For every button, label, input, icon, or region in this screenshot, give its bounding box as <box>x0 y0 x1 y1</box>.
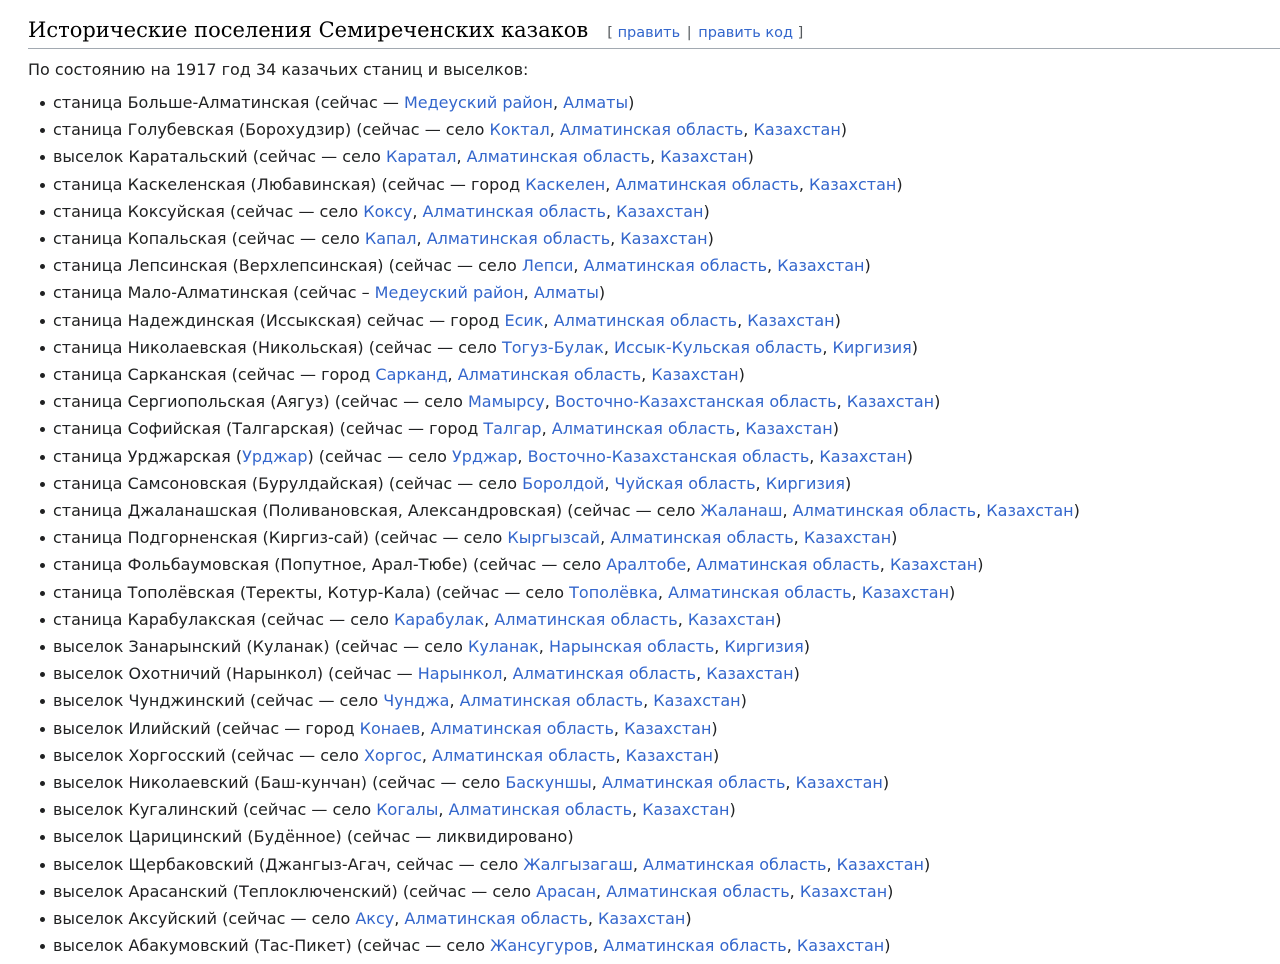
bullet-icon <box>40 835 45 840</box>
list-item <box>28 715 1080 742</box>
item-text: , <box>822 337 833 357</box>
edit-bracket-close: ] <box>797 25 804 41</box>
item-text: станица Голубевская (Борохудзир) (сейчас — село <box>53 120 490 140</box>
item-text: станица Коксуйская (сейчас — село <box>53 201 364 221</box>
list-item <box>28 443 1080 470</box>
bullet-icon <box>40 672 45 677</box>
list-item <box>28 279 1080 306</box>
item-text: , <box>543 310 554 330</box>
wiki-link[interactable]: Медеуский район <box>374 283 524 303</box>
wiki-link[interactable]: Казахстан <box>598 909 686 929</box>
list-item <box>28 579 1080 606</box>
list-item <box>28 307 1080 334</box>
item-text: , <box>523 283 534 303</box>
wiki-link[interactable]: Киргизия <box>724 637 804 657</box>
item-text: , <box>502 664 513 684</box>
wiki-link[interactable]: Аксу <box>355 909 395 929</box>
item-text: ) <box>803 637 810 657</box>
bullet-icon <box>40 455 45 460</box>
wiki-link[interactable]: Алматинская область <box>606 881 790 901</box>
item-text: станица Каскеленская (Любавинская) (сейчас — город <box>53 174 526 194</box>
wiki-link[interactable]: Алматинская область <box>615 174 799 194</box>
wiki-link[interactable]: Алматинская область <box>551 419 736 439</box>
item-text: станица Урджарская ( <box>53 446 243 466</box>
item-text: , <box>743 120 754 140</box>
item-text: , <box>696 664 707 684</box>
item-text: выселок Царицинский (Будённое) (сейчас — ликвидировано) <box>53 827 574 847</box>
item-text: ) <box>1073 501 1080 521</box>
list-item <box>28 687 1080 714</box>
wiki-link[interactable]: Нарынская область <box>548 637 715 657</box>
item-text: выселок Каратальский (сейчас — село <box>53 147 386 167</box>
item-text: ) <box>729 800 736 820</box>
item-text: ) <box>793 664 800 684</box>
item-text: , <box>605 201 617 221</box>
item-text: , <box>789 881 800 901</box>
wiki-link[interactable]: Алматы <box>533 283 599 303</box>
item-text: ) <box>977 555 984 575</box>
wiki-link[interactable]: Казахстан <box>819 446 907 466</box>
list-item <box>28 171 1080 198</box>
item-text: , <box>438 800 449 820</box>
item-text: ) <box>896 174 903 194</box>
item-text: , <box>677 609 688 629</box>
item-text: , <box>593 936 604 956</box>
item-text: , <box>714 637 725 657</box>
item-text: ) <box>711 718 718 738</box>
edit-bracket-open: [ <box>607 25 613 41</box>
item-text: выселок Аксуйский (сейчас — село <box>53 909 356 929</box>
wiki-link[interactable]: Алматинская область <box>426 229 611 249</box>
intro-paragraph: По состоянию на 1917 год 34 казачьих станиц и выселков: <box>28 60 529 79</box>
list-item <box>28 851 1080 878</box>
item-text: , <box>686 555 697 575</box>
wiki-link[interactable]: Киргизия <box>765 473 845 493</box>
bullet-icon <box>40 645 45 650</box>
item-text: станица Софийская (Талгарская) (сейчас — город <box>53 419 484 439</box>
item-text: ) <box>712 745 720 765</box>
bullet-icon <box>40 101 45 106</box>
item-text: ) <box>923 854 931 874</box>
wiki-link[interactable]: Баскуншы <box>505 773 592 793</box>
bullet-icon <box>40 808 45 813</box>
list-item <box>28 89 1080 116</box>
wiki-link[interactable]: Алматинская область <box>466 147 651 167</box>
bullet-icon <box>40 264 45 269</box>
wiki-link[interactable]: Боролдой <box>522 473 605 493</box>
list-item <box>28 742 1080 769</box>
item-text: , <box>786 936 797 956</box>
item-text: , <box>544 392 555 412</box>
wiki-link[interactable]: Лепси <box>521 256 574 276</box>
wiki-link[interactable]: Алматинская область <box>603 936 787 956</box>
list-item <box>28 252 1080 279</box>
item-text: станица Карабулакская (сейчас — село <box>53 609 394 629</box>
list-item <box>28 334 1080 361</box>
bullet-icon <box>40 591 45 596</box>
bullet-icon <box>40 400 45 405</box>
list-item <box>28 198 1080 225</box>
list-item <box>28 769 1080 796</box>
item-text: выселок Чунджинский (сейчас — село <box>53 691 384 711</box>
list-item <box>28 143 1080 170</box>
item-text: , <box>735 419 746 439</box>
wiki-link[interactable]: Восточно-Казахстанская область <box>554 392 837 412</box>
bullet-icon <box>40 727 45 732</box>
wiki-link[interactable]: Хоргос <box>363 745 422 765</box>
list-item <box>28 497 1080 524</box>
bullet-icon <box>40 618 45 623</box>
list-item <box>28 524 1080 551</box>
item-text: , <box>632 854 644 874</box>
list-item <box>28 225 1080 252</box>
bullet-icon <box>40 237 45 242</box>
bullet-icon <box>40 427 45 432</box>
item-text: ) <box>703 201 710 221</box>
wiki-link[interactable]: Казахстан <box>846 392 935 412</box>
item-text: , <box>782 501 793 521</box>
wiki-link[interactable]: Алматинская область <box>432 745 616 765</box>
item-text: , <box>587 909 598 929</box>
wiki-link[interactable]: Алматинская область <box>792 501 977 521</box>
list-item <box>28 796 1080 823</box>
wiki-link[interactable]: Арасан <box>536 881 597 901</box>
item-text: , <box>552 93 564 112</box>
wiki-link[interactable]: Аралтобе <box>606 555 687 575</box>
bullet-icon <box>40 917 45 922</box>
wiki-link[interactable]: Казахстан <box>642 800 730 820</box>
wiki-link[interactable]: Алматинская область <box>668 582 852 602</box>
wiki-link[interactable]: Алматинская область <box>610 528 794 548</box>
item-text: , <box>541 419 552 439</box>
section-title: Исторические поселения Семиреченских казаков <box>28 18 589 42</box>
wiki-link[interactable]: Казахстан <box>624 718 712 738</box>
settlement-list <box>28 89 1080 960</box>
wiki-link[interactable]: Кыргызсай <box>507 528 601 548</box>
item-text: выселок Щербаковский (Джангыз-Агач, сейчас — село <box>53 854 524 874</box>
wiki-link[interactable]: Алматинская область <box>404 909 588 929</box>
item-text: ) <box>775 609 782 629</box>
wiki-link[interactable]: Есик <box>504 310 544 330</box>
item-text: выселок Хоргосский (сейчас — село <box>53 745 364 765</box>
list-item <box>28 905 1080 932</box>
wiki-link[interactable]: Тополёвка <box>569 582 658 602</box>
item-text: выселок Абакумовский (Тас-Пикет) (сейчас — село <box>53 936 491 956</box>
section-heading <box>28 14 1280 49</box>
item-text: , <box>851 582 862 602</box>
bullet-icon <box>40 890 45 895</box>
item-text: , <box>836 392 847 412</box>
wiki-link[interactable]: Капал <box>364 229 417 249</box>
item-text: станица Копальская (сейчас — село <box>53 229 365 249</box>
wiki-link[interactable]: Нарынкол <box>417 664 503 684</box>
list-item <box>28 388 1080 415</box>
wiki-link[interactable]: Алматинская область <box>583 256 768 276</box>
item-text: станица Надеждинская (Иссыкская) сейчас — город <box>53 310 505 330</box>
bullet-icon <box>40 944 45 949</box>
item-text: ) <box>882 773 890 793</box>
edit-link[interactable]: править <box>617 25 681 41</box>
bullet-icon <box>40 183 45 188</box>
wiki-link[interactable]: Казахстан <box>986 501 1074 521</box>
wiki-link[interactable]: Урджар <box>242 446 308 466</box>
item-text: ) <box>911 337 919 357</box>
item-text: , <box>632 800 643 820</box>
wiki-link[interactable]: Урджар <box>452 446 518 466</box>
wiki-link[interactable]: Куланак <box>468 637 539 657</box>
wiki-link[interactable]: Казахстан <box>889 555 978 575</box>
list-item <box>28 470 1080 497</box>
item-text: станица Сарканская (сейчас — город <box>53 365 376 385</box>
list-item <box>28 551 1080 578</box>
item-text: , <box>755 473 766 493</box>
item-text: , <box>416 229 427 249</box>
wiki-link[interactable]: Казахстан <box>616 201 704 221</box>
item-text: выселок Охотничий (Нарынкол) (сейчас — <box>53 664 418 684</box>
bullet-icon <box>40 509 45 514</box>
item-text: ) <box>949 582 956 602</box>
list-item <box>28 823 1080 850</box>
item-text: , <box>793 528 804 548</box>
wiki-link[interactable]: Жансугуров <box>490 936 594 956</box>
wiki-link[interactable]: Алматинская область <box>430 718 614 738</box>
item-text: , <box>394 909 405 929</box>
item-text: ) <box>747 147 754 167</box>
item-text: , <box>610 229 621 249</box>
item-text: , <box>421 745 433 765</box>
wiki-link[interactable]: Казахстан <box>747 310 835 330</box>
item-text: станица Лепсинская (Верхлепсинская) (сейчас — село <box>53 256 522 276</box>
wiki-link[interactable]: Каскелен <box>525 174 606 194</box>
item-text: , <box>615 745 626 765</box>
bullet-icon <box>40 291 45 296</box>
wiki-link[interactable]: Казахстан <box>653 691 741 711</box>
item-text: ) <box>598 283 606 303</box>
item-text: , <box>517 446 528 466</box>
item-text: ) <box>832 419 839 439</box>
bullet-icon <box>40 754 45 759</box>
bullet-icon <box>40 863 45 868</box>
wiki-link[interactable]: Мамырсу <box>467 392 545 412</box>
wiki-link[interactable]: Талгар <box>483 419 542 439</box>
item-text: станица Самсоновская (Бурулдайская) (сейчас — село <box>53 473 523 493</box>
wiki-link[interactable]: Казахстан <box>795 773 883 793</box>
item-text: станица Тополёвская (Теректы, Котур-Кала) (сейчас — село <box>53 582 570 602</box>
item-text: выселок Кугалинский (сейчас — село <box>53 800 377 820</box>
wiki-link[interactable]: Казахстан <box>620 229 708 249</box>
wiki-link[interactable]: Алматинская область <box>559 120 744 140</box>
item-text: ) <box>685 909 692 929</box>
wiki-link[interactable]: Казахстан <box>745 419 833 439</box>
item-text: , <box>767 256 778 276</box>
wiki-link[interactable]: Казахстан <box>625 745 713 765</box>
wiki-link[interactable]: Конаев <box>359 718 421 738</box>
wiki-link[interactable]: Тогуз-Булак <box>501 337 604 357</box>
edit-section-links <box>607 25 803 41</box>
bullet-icon <box>40 482 45 487</box>
edit-code-link[interactable]: править код <box>698 25 794 41</box>
wiki-link[interactable]: Когалы <box>376 800 439 820</box>
wiki-link[interactable]: Казахстан <box>796 936 885 956</box>
bullet-icon <box>40 128 45 133</box>
wiki-link[interactable]: Алматинская область <box>601 773 786 793</box>
wiki-link[interactable]: Казахстан <box>687 609 776 629</box>
wiki-link[interactable]: Сарканд <box>375 365 448 385</box>
wiki-link[interactable]: Казахстан <box>861 582 950 602</box>
list-item <box>28 660 1080 687</box>
item-text: , <box>643 691 654 711</box>
wiki-link[interactable]: Казахстан <box>651 365 739 385</box>
item-text: , <box>737 310 748 330</box>
wiki-link[interactable]: Алматы <box>563 93 629 112</box>
item-text: , <box>484 609 495 629</box>
wiki-link[interactable]: Алматинская область <box>512 664 697 684</box>
bullet-icon <box>40 155 45 160</box>
item-text: , <box>449 691 460 711</box>
wiki-link[interactable]: Казахстан <box>803 528 892 548</box>
item-text: , <box>641 365 652 385</box>
list-item <box>28 361 1080 388</box>
list-item <box>28 415 1080 442</box>
item-text: ) <box>887 881 894 901</box>
item-text: , <box>596 881 607 901</box>
bullet-icon <box>40 699 45 704</box>
item-text: станица Фольбаумовская (Попутное, Арал-Тюбе) (сейчас — село <box>53 555 607 575</box>
item-text: , <box>604 473 615 493</box>
item-text: ) <box>738 365 745 385</box>
item-text: станица Сергиопольская (Аягуз) (сейчас — село <box>53 392 468 412</box>
item-text: , <box>447 365 458 385</box>
item-text: ) <box>834 310 841 330</box>
wiki-link[interactable]: Алматинская область <box>494 609 678 629</box>
item-text: ) (сейчас — село <box>307 446 453 466</box>
wiki-link[interactable]: Жаланаш <box>700 501 783 521</box>
item-text: ) <box>840 120 848 140</box>
wiki-link[interactable]: Чунджа <box>383 691 450 711</box>
item-text: ) <box>884 936 891 956</box>
wiki-link[interactable]: Алматинская область <box>553 310 738 330</box>
bullet-icon <box>40 210 45 215</box>
wiki-link[interactable]: Иссык-Кульская область <box>614 337 823 357</box>
wiki-link[interactable]: Алматинская область <box>459 691 644 711</box>
item-text: станица Больше-Алматинская (сейчас — <box>53 93 404 112</box>
item-text: станица Мало-Алматинская (сейчас – <box>53 283 375 303</box>
item-text: , <box>420 718 431 738</box>
item-text: , <box>613 718 625 738</box>
item-text: выселок Николаевский (Баш-кунчан) (сейчас — село <box>53 773 506 793</box>
item-text: , <box>549 120 560 140</box>
wiki-link[interactable]: Казахстан <box>706 664 794 684</box>
item-text: , <box>826 854 837 874</box>
wiki-link[interactable]: Чуйская область <box>614 473 756 493</box>
item-text: ) <box>740 691 747 711</box>
list-item <box>28 606 1080 633</box>
item-text: выселок Илийский (сейчас — город <box>53 718 360 738</box>
wiki-link[interactable]: Карабулак <box>393 609 485 629</box>
item-text: , <box>456 147 467 167</box>
item-text: ) <box>707 229 714 249</box>
wiki-link[interactable]: Казахстан <box>836 854 924 874</box>
item-text: ) <box>891 528 898 548</box>
wiki-link[interactable]: Жалгызагаш <box>523 854 633 874</box>
item-text: , <box>603 337 615 357</box>
bullet-icon <box>40 373 45 378</box>
item-text: , <box>798 174 810 194</box>
wiki-link[interactable]: Алматинская область <box>448 800 633 820</box>
list-item <box>28 633 1080 660</box>
item-text: , <box>976 501 987 521</box>
item-text: ) <box>934 392 941 412</box>
item-text: , <box>657 582 669 602</box>
wiki-link[interactable]: Алматинская область <box>643 854 827 874</box>
bullet-icon <box>40 563 45 568</box>
wiki-link[interactable]: Коктал <box>489 120 550 140</box>
bullet-icon <box>40 781 45 786</box>
bullet-icon <box>40 319 45 324</box>
wiki-link[interactable]: Казахстан <box>777 256 865 276</box>
wiki-link[interactable]: Киргизия <box>832 337 912 357</box>
item-text: выселок Арасанский (Теплоключенский) (сейчас — село <box>53 881 537 901</box>
item-text: , <box>412 201 423 221</box>
wiki-link[interactable]: Алматинская область <box>696 555 880 575</box>
wiki-link[interactable]: Казахстан <box>799 881 888 901</box>
item-text: ) <box>628 93 635 112</box>
wiki-link[interactable]: Восточно-Казахстанская область <box>527 446 810 466</box>
item-text: станица Николаевская (Никольская) (сейчас — село <box>53 337 502 357</box>
wiki-link[interactable]: Алматинская область <box>422 201 606 221</box>
item-text: ) <box>906 446 913 466</box>
bullet-icon <box>40 536 45 541</box>
item-text: ) <box>844 473 852 493</box>
wiki-link[interactable]: Казахстан <box>809 174 897 194</box>
wiki-link[interactable]: Коксу <box>363 201 413 221</box>
item-text: , <box>600 528 611 548</box>
wiki-link[interactable]: Казахстан <box>660 147 748 167</box>
item-text: , <box>591 773 602 793</box>
item-text: станица Джаланашская (Поливановская, Александровская) (сейчас — село <box>53 501 701 521</box>
item-text: , <box>809 446 820 466</box>
item-text: , <box>785 773 796 793</box>
item-text: , <box>879 555 890 575</box>
item-text: , <box>650 147 661 167</box>
wiki-link[interactable]: Медеуский район <box>403 93 553 112</box>
list-item <box>28 878 1080 905</box>
bullet-icon <box>40 346 45 351</box>
item-text: , <box>605 174 616 194</box>
wiki-link[interactable]: Казахстан <box>753 120 841 140</box>
item-text: станица Подгорненская (Киргиз-сай) (сейчас — село <box>53 528 508 548</box>
wiki-link[interactable]: Алматинская область <box>457 365 642 385</box>
list-item <box>28 932 1080 959</box>
item-text: , <box>573 256 584 276</box>
item-text: ) <box>864 256 871 276</box>
edit-separator: | <box>686 25 692 41</box>
wiki-link[interactable]: Каратал <box>385 147 457 167</box>
item-text: выселок Занарынский (Куланак) (сейчас — село <box>53 637 468 657</box>
list-item <box>28 116 1080 143</box>
item-text: , <box>538 637 549 657</box>
